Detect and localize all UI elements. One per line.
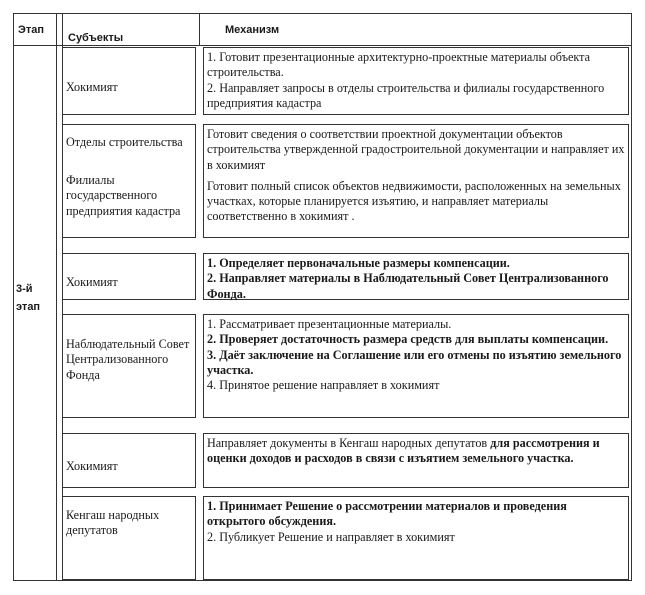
header-divider <box>13 45 632 46</box>
mechanism-item: Готовит сведения о соответствии проектной документации объектов строительства утвержденной градостроительной документации и направляет их в хокимият <box>207 127 625 172</box>
mechanism-item: 2. Публикует Решение и направляет в хокимият <box>207 529 455 544</box>
subject-label: Хокимият <box>66 459 118 473</box>
mechanism-item: 2. Направляет материалы в Наблюдательный Совет Централизованного Фонда. <box>207 271 609 301</box>
mechanism-item: 3. Даёт заключение на Соглашение или его отмены по изъятию земельного участка. <box>207 347 622 377</box>
subject-label: Отделы строительства <box>66 135 183 149</box>
mechanism-cell <box>203 314 629 418</box>
header-stage: Этап <box>18 24 44 36</box>
subject-label: Наблюдательный Совет Централизованного Фонда <box>66 337 190 382</box>
mechanism-item-tail: для рассмотрения и оценки доходов и расходов в связи с изъятием земельного участка. <box>207 436 600 466</box>
mechanism-item: 4. Принятое решение направляет в хокимият <box>207 378 440 393</box>
mechanism-item-lead: Направляет документы в Кенгаш народных депутатов <box>207 436 491 450</box>
subject-label: Филиалы государственного предприятия кадастра <box>66 173 181 218</box>
stage-label-number: 3-й <box>16 283 33 295</box>
mechanism-item: 1. Готовит презентационные архитектурно-проектные материалы объекта строительства. <box>207 50 591 80</box>
mechanism-item <box>207 436 625 467</box>
subject-label: Хокимият <box>66 275 118 289</box>
stage-label <box>16 280 56 316</box>
mechanism-item: 1. Определяет первоначальные размеры компенсации. <box>207 256 510 270</box>
header-column-divider <box>199 13 200 45</box>
subject-label: Кенгаш народных депутатов <box>66 508 160 538</box>
subject-label: Хокимият <box>66 80 118 94</box>
mechanism-cell <box>203 47 629 115</box>
header-mechanism: Механизм <box>225 24 280 36</box>
mechanism-item: 1. Рассматривает презентационные материалы. <box>207 317 452 331</box>
stage-label-word: этап <box>16 301 41 313</box>
mechanism-item: 1. Принимает Решение о рассмотрении материалов и проведения открытого обсуждения. <box>207 499 567 529</box>
mechanism-item: 2. Проверяет достаточность размера средств для выплаты компенсации. <box>207 332 609 347</box>
stage-column-divider <box>56 13 57 581</box>
header-subjects: Субъекты <box>68 32 124 44</box>
mechanism-item: 2. Направляет запросы в отделы строительства и филиалы государственного предприятия кадастра <box>207 80 605 110</box>
mechanism-item: Готовит полный список объектов недвижимости, расположенных на земельных участках, которые планируется изъятию, и направляет материалы соответственно в хокимият . <box>207 178 621 224</box>
mechanism-cell <box>203 124 629 238</box>
mechanism-cell <box>203 433 629 488</box>
mechanism-cell <box>203 496 629 580</box>
mechanism-cell <box>203 253 629 300</box>
